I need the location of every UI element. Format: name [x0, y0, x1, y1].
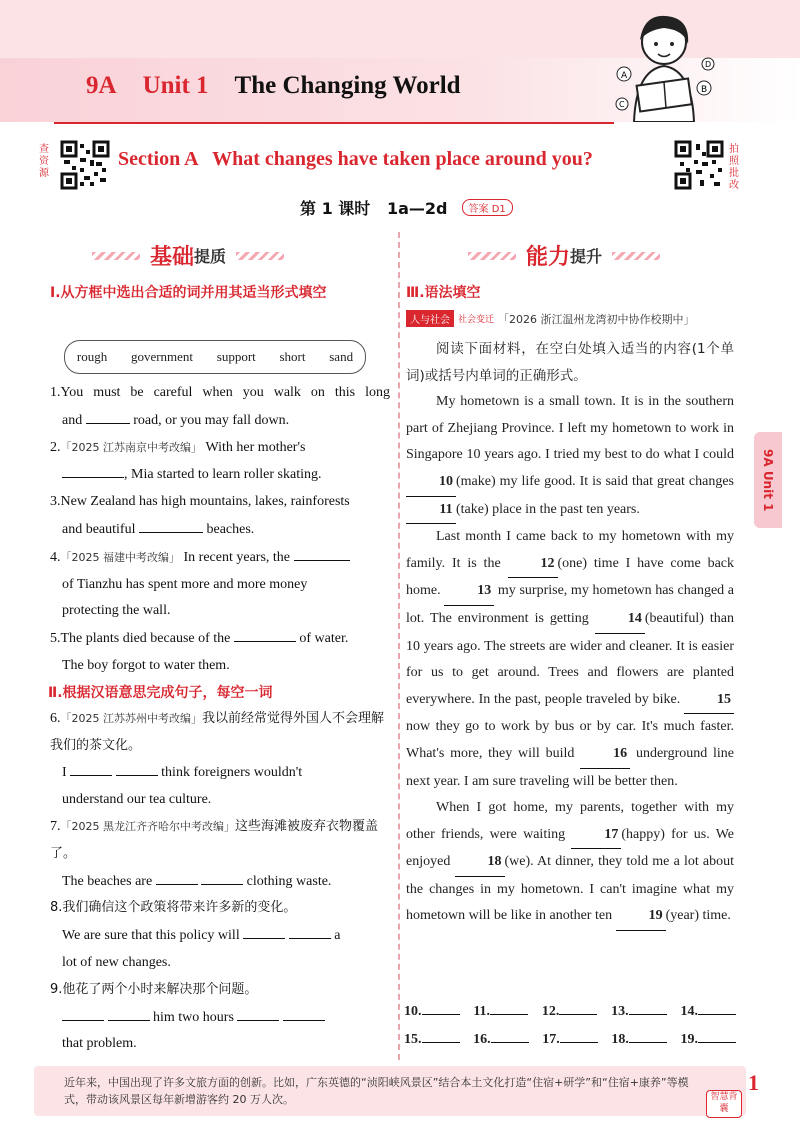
wisdom-pack-badge: 智慧背囊 [706, 1090, 742, 1118]
question-source: 「2025 黑龙江齐齐哈尔中考改编」 [60, 819, 235, 833]
right-column-heading [468, 240, 660, 271]
passage-source: 「2026 浙江温州龙湾初中协作校期中」 [498, 312, 695, 326]
find-resources-label: 查资源 [39, 144, 49, 179]
unit-name: The Changing World [234, 72, 461, 99]
blank-13[interactable]: 13 [444, 578, 494, 606]
column-divider [398, 232, 400, 1060]
question-4: 4.「2025 福建中考改编」 In recent years, the [50, 544, 390, 572]
answer-blank[interactable] [289, 922, 331, 939]
answer-slot[interactable]: 11. [473, 1004, 528, 1020]
question-7: 7.「2025 黑龙江齐齐哈尔中考改编」这些海滩被废弃衣物覆盖了。 [50, 818, 379, 861]
qr-code-left-icon[interactable] [60, 140, 110, 190]
right-head-big: 能力 [526, 245, 571, 270]
question-1: 1.You must be careful when you walk on this long [50, 385, 390, 400]
answer-blank[interactable] [283, 1004, 325, 1021]
answer-slot[interactable]: 18. [611, 1032, 667, 1048]
page-title [86, 72, 461, 100]
question-3: 3.New Zealand has high mountains, lakes, rainforests [50, 494, 350, 510]
answer-slot[interactable]: 13. [611, 1004, 667, 1020]
qr-code-right-icon[interactable] [674, 140, 724, 190]
blank-11[interactable]: 11 [406, 497, 456, 525]
question-source: 「2025 江苏苏州中考改编」 [60, 711, 202, 725]
answer-blank[interactable] [294, 544, 350, 561]
svg-text:D: D [705, 60, 712, 69]
answer-row-2 [404, 1032, 736, 1048]
answer-blank[interactable] [201, 868, 243, 885]
passage-source-line [406, 310, 695, 327]
word-item: sand [329, 349, 354, 364]
girl-reading-illustration-icon [604, 4, 724, 122]
paragraph-3: When I got home, my parents, together with my other friends, were waiting 17 (happy) for us. We enjoyed 18 (we). At dinner, they told me a lot about the changes in my hometown. I can't imagine what my hometown will be like in another ten 19 (year) time. [406, 795, 734, 931]
answer-blank[interactable] [237, 1004, 279, 1021]
left-head-small: 提质 [194, 247, 227, 266]
theme-badge-sub: 社会变迁 [458, 315, 495, 325]
stripes-decoration [236, 252, 284, 260]
word-item: short [279, 349, 306, 364]
paragraph-2: Last month I came back to my hometown with my family. It is the 12 (one) time I have come back home. 13 my surprise, my hometown has changed a lot. The environment is getting 14 (beautiful) than 10 years ago. The streets are wider and cleaner. It is easier for us to get around. Trees and flowers are planted everywhere. In the past, people traveled by bike. 15 now they go to work by bus or by car. It's much faster. What's more, they will build 16 underground line next year. I am sure traveling will be better then. [406, 529, 735, 789]
question-9: 9.他花了两个小时来解决那个问题。 [50, 981, 258, 997]
blank-17[interactable]: 17 [571, 822, 621, 850]
word-item: government [130, 349, 194, 364]
answer-row-1 [404, 1004, 736, 1020]
svg-text:C: C [619, 100, 625, 109]
question-8: 8.我们确信这个政策将带来许多新的变化。 [50, 900, 297, 916]
footer-tip-box [34, 1066, 746, 1116]
question-2: 2.「2025 江苏南京中考改编」 With her mother's [50, 439, 306, 455]
header-rule [54, 122, 614, 124]
part1-title: Ⅰ.从方框中选出合适的词并用其适当形式填空 [50, 285, 327, 301]
answer-blank[interactable] [86, 407, 130, 424]
blank-18[interactable]: 18 [455, 849, 505, 877]
lesson-title: 第 1 课时 1a—2d [300, 199, 448, 218]
answer-slot[interactable]: 14. [680, 1004, 736, 1020]
footer-tip-text: 近年来，中国出现了许多文旅方面的创新。比如，广东英德的“浈阳峡风景区”结合本土文化打造“住宿+研学”和“住宿+康养”等模式，带动该风景区每年新增游客约 20 万人次。 [64, 1076, 689, 1106]
answer-blank[interactable] [139, 516, 203, 533]
unit-side-tab: 9A Unit 1 [754, 432, 782, 528]
left-head-big: 基础 [150, 245, 195, 270]
instructions: 阅读下面材料，在空白处填入适当的内容(1个单词)或括号内单词的正确形式。 [406, 341, 734, 384]
photo-correct-label: 拍照批改 [729, 144, 739, 191]
theme-badge: 人与社会 [406, 310, 454, 327]
grammar-passage [406, 336, 734, 931]
question-source: 「2025 福建中考改编」 [60, 550, 180, 564]
grade-label: 9A [86, 72, 117, 99]
word-item: rough [76, 349, 108, 364]
answer-blank[interactable] [234, 625, 296, 642]
blank-15[interactable]: 15 [684, 687, 734, 715]
stripes-decoration [468, 252, 516, 260]
answer-slot[interactable]: 10. [404, 1004, 460, 1020]
left-column-heading [92, 240, 284, 271]
answer-blank[interactable] [108, 1004, 150, 1021]
answer-slot[interactable]: 16. [473, 1032, 529, 1048]
stripes-decoration [92, 252, 140, 260]
answer-slot[interactable]: 19. [681, 1032, 737, 1048]
word-item: support [216, 349, 256, 364]
answer-blank[interactable] [70, 759, 112, 776]
part2-title: Ⅱ.根据汉语意思完成句子，每空一词 [48, 684, 273, 701]
answer-slot[interactable]: 15. [404, 1032, 460, 1048]
unit-label: Unit 1 [142, 72, 209, 99]
blank-10[interactable]: 10 [406, 469, 456, 497]
answer-blank[interactable] [62, 1004, 104, 1021]
word-box [64, 340, 366, 374]
section-title: Section A What changes have taken place around you? [118, 148, 593, 170]
answer-blank[interactable] [156, 868, 198, 885]
right-head-small: 提升 [570, 247, 603, 266]
question-source: 「2025 江苏南京中考改编」 [60, 440, 202, 454]
answer-slot[interactable]: 12. [542, 1004, 598, 1020]
paragraph-1: My hometown is a small town. It is in the southern part of Zhejiang Province. I left my hometown to work in Singapore 10 years ago. I tried my best to do what I could 10 (make) my life good. It is said that great changes 11 (take) place in the past ten years. [406, 389, 734, 524]
answer-slot[interactable]: 17. [542, 1032, 598, 1048]
svg-text:A: A [621, 71, 628, 81]
answer-blank[interactable] [116, 759, 158, 776]
svg-text:B: B [701, 85, 708, 95]
page-number: 1 [748, 1070, 759, 1095]
stripes-decoration [612, 252, 660, 260]
lesson-heading [300, 196, 513, 219]
question-5: 5.The plants died because of the of water. [50, 625, 390, 653]
blank-12[interactable]: 12 [508, 551, 558, 579]
part3-title: Ⅲ.语法填空 [406, 285, 481, 301]
question-6: 6.「2025 江苏苏州中考改编」我以前经常觉得外国人不会理解我们的茶文化。 [50, 710, 385, 753]
blank-14[interactable]: 14 [595, 606, 645, 634]
blank-19[interactable]: 19 [616, 903, 666, 931]
answer-blank[interactable] [243, 922, 285, 939]
answer-tag[interactable]: 答案 D1 [462, 199, 513, 216]
left-questions: 1.You must be careful when you walk on this long and road, or you may fall down. 2.「2025 江苏南京中考改编」 With her mother's , Mia started to learn roller skating. 3.New Zealand has high mountains, lakes, rainforests and beautiful beaches. 4.「2025 福建中考改编」 In recent years, the of Tianzhu has spent more and more money protecting the wall. 5.The plants died because of the of water. The boy forgot to water them. Ⅱ.根据汉语意思完成句子，每空一词 6.「2025 江苏苏州中考改编」我以前经常觉得外国人不会理解我们的茶文化。 I think foreigners wouldn't understand our tea culture. 7.「2025 黑龙江齐齐哈尔中考改编」这些海滩被废弃衣物覆盖了。 The beaches are clothing waste. 8.我们确信这个政策将带来许多新的变化。 We are sure that this policy will a lot of new changes. 9.他花了两个小时来解决那个问题。 him two hours that problem. [50, 380, 390, 1058]
answer-blank[interactable] [62, 461, 124, 478]
blank-16[interactable]: 16 [580, 741, 630, 769]
